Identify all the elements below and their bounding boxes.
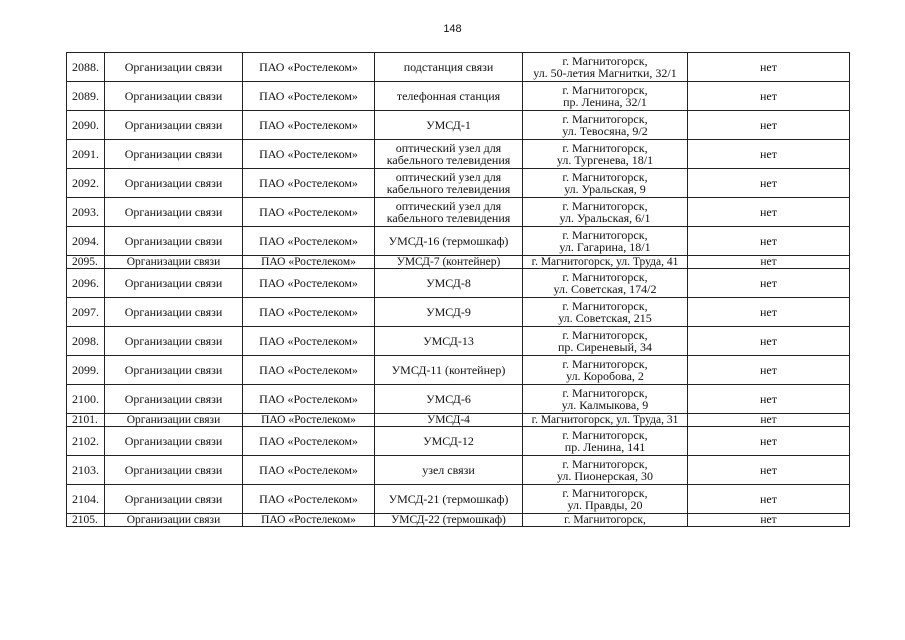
address-cell (523, 414, 688, 427)
organization-cell: ПАО «Ростелеком» (243, 140, 375, 169)
organization-cell: ПАО «Ростелеком» (243, 485, 375, 514)
object-cell-line: УМСД-11 (контейнер) (391, 363, 506, 377)
flag-cell: нет (688, 485, 850, 514)
registry-table-body (67, 53, 850, 527)
object-cell-line: УМСД-22 (термошкаф) (391, 514, 506, 526)
address-cell (523, 514, 688, 527)
row-number: 2094. (67, 227, 105, 256)
row-number: 2100. (67, 385, 105, 414)
flag-cell: нет (688, 111, 850, 140)
category-cell: Организации связи (105, 169, 243, 198)
address-cell (523, 198, 688, 227)
table-row (67, 53, 850, 82)
flag-cell: нет (688, 169, 850, 198)
table-row (67, 356, 850, 385)
address-cell-line: ул. Уральская, 9 (564, 182, 646, 196)
address-cell-line: ул. Коробова, 2 (566, 369, 644, 383)
table-row (67, 111, 850, 140)
address-cell (523, 485, 688, 514)
table-row (67, 414, 850, 427)
row-number: 2098. (67, 327, 105, 356)
page-number: 148 (443, 23, 462, 35)
address-cell-line: г. Магнитогорск, (562, 112, 648, 126)
category-cell: Организации связи (105, 53, 243, 82)
object-cell (375, 169, 523, 198)
category-cell: Организации связи (105, 298, 243, 327)
address-cell-line: пр. Сиреневый, 34 (557, 340, 653, 354)
row-number: 2088. (67, 53, 105, 82)
object-cell-line: кабельного телевидения (386, 182, 511, 196)
object-cell (375, 427, 523, 456)
address-cell-line: ул. Гагарина, 18/1 (559, 240, 651, 254)
flag-cell: нет (688, 327, 850, 356)
object-cell (375, 456, 523, 485)
flag-cell: нет (688, 456, 850, 485)
object-cell (375, 111, 523, 140)
row-number: 2092. (67, 169, 105, 198)
address-cell-line: ул. Уральская, 6/1 (559, 211, 651, 225)
organization-cell: ПАО «Ростелеком» (243, 298, 375, 327)
row-number: 2096. (67, 269, 105, 298)
address-cell-line: ул. Калмыкова, 9 (561, 398, 649, 412)
organization-cell: ПАО «Ростелеком» (243, 82, 375, 111)
object-cell-line: УМСД-8 (426, 276, 471, 290)
object-cell (375, 198, 523, 227)
row-number: 2099. (67, 356, 105, 385)
address-cell-line: г. Магнитогорск, (562, 54, 648, 68)
address-cell-line: г. Магнитогорск, (562, 428, 648, 442)
flag-cell: нет (688, 140, 850, 169)
object-cell-line: УМСД-1 (426, 118, 471, 132)
flag-cell: нет (688, 298, 850, 327)
category-cell: Организации связи (105, 198, 243, 227)
flag-cell: нет (688, 414, 850, 427)
organization-cell: ПАО «Ростелеком» (243, 169, 375, 198)
address-cell (523, 427, 688, 456)
object-cell-line: УМСД-4 (427, 414, 470, 426)
category-cell: Организации связи (105, 427, 243, 456)
category-cell: Организации связи (105, 111, 243, 140)
object-cell-line: кабельного телевидения (386, 153, 511, 167)
address-cell-line: ул. Тургенева, 18/1 (556, 153, 654, 167)
object-cell (375, 53, 523, 82)
object-cell-line: УМСД-6 (426, 392, 471, 406)
category-cell: Организации связи (105, 227, 243, 256)
table-row (67, 227, 850, 256)
address-cell-line: ул. Тевосяна, 9/2 (562, 124, 648, 138)
registry-table (66, 52, 850, 527)
table-row (67, 385, 850, 414)
category-cell: Организации связи (105, 485, 243, 514)
address-cell-line: г. Магнитогорск, ул. Труда, 41 (531, 256, 679, 268)
organization-cell: ПАО «Ростелеком» (243, 356, 375, 385)
organization-cell: ПАО «Ростелеком» (243, 111, 375, 140)
organization-cell: ПАО «Ростелеком» (243, 198, 375, 227)
flag-cell: нет (688, 269, 850, 298)
address-cell (523, 82, 688, 111)
object-cell-line: оптический узел для (395, 199, 502, 213)
flag-cell: нет (688, 198, 850, 227)
flag-cell: нет (688, 514, 850, 527)
address-cell (523, 53, 688, 82)
address-cell-line: г. Магнитогорск, (562, 357, 648, 371)
flag-cell: нет (688, 256, 850, 269)
address-cell (523, 256, 688, 269)
address-cell (523, 385, 688, 414)
category-cell: Организации связи (105, 414, 243, 427)
object-cell (375, 256, 523, 269)
address-cell (523, 327, 688, 356)
object-cell-line: УМСД-16 (термошкаф) (388, 234, 509, 248)
address-cell-line: ул. Правды, 20 (567, 498, 643, 512)
object-cell (375, 227, 523, 256)
object-cell-line: кабельного телевидения (386, 211, 511, 225)
object-cell-line: УМСД-12 (423, 434, 474, 448)
address-cell-line: г. Магнитогорск, (562, 270, 648, 284)
table-row (67, 327, 850, 356)
address-cell-line: г. Магнитогорск, (562, 457, 648, 471)
address-cell-line: г. Магнитогорск, (562, 328, 648, 342)
address-cell (523, 169, 688, 198)
address-cell (523, 356, 688, 385)
flag-cell: нет (688, 82, 850, 111)
object-cell (375, 514, 523, 527)
table-row (67, 140, 850, 169)
address-cell (523, 111, 688, 140)
category-cell: Организации связи (105, 327, 243, 356)
address-cell-line: ул. Пионерская, 30 (556, 469, 654, 483)
object-cell (375, 140, 523, 169)
object-cell-line: оптический узел для (395, 170, 502, 184)
flag-cell: нет (688, 227, 850, 256)
object-cell (375, 356, 523, 385)
table-row (67, 427, 850, 456)
object-cell-line: УМСД-7 (контейнер) (396, 256, 501, 268)
row-number: 2093. (67, 198, 105, 227)
object-cell-line: узел связи (422, 463, 475, 477)
row-number: 2097. (67, 298, 105, 327)
category-cell: Организации связи (105, 385, 243, 414)
address-cell-line: г. Магнитогорск, (562, 83, 648, 97)
organization-cell: ПАО «Ростелеком» (243, 414, 375, 427)
address-cell-line: г. Магнитогорск, ул. Труда, 31 (531, 414, 679, 426)
address-cell-line: г. Магнитогорск, (564, 514, 646, 526)
address-cell-line: г. Магнитогорск, (562, 228, 648, 242)
object-cell-line: телефонная станция (396, 89, 501, 103)
table-row (67, 485, 850, 514)
table-row (67, 169, 850, 198)
address-cell (523, 269, 688, 298)
row-number: 2089. (67, 82, 105, 111)
organization-cell: ПАО «Ростелеком» (243, 385, 375, 414)
category-cell: Организации связи (105, 256, 243, 269)
category-cell: Организации связи (105, 356, 243, 385)
row-number: 2103. (67, 456, 105, 485)
table-row (67, 198, 850, 227)
row-number: 2105. (67, 514, 105, 527)
address-cell-line: ул. Советская, 215 (558, 311, 652, 325)
flag-cell: нет (688, 356, 850, 385)
address-cell (523, 456, 688, 485)
table-row (67, 298, 850, 327)
object-cell-line: оптический узел для (395, 141, 502, 155)
address-cell (523, 298, 688, 327)
table-row (67, 269, 850, 298)
category-cell: Организации связи (105, 269, 243, 298)
object-cell (375, 269, 523, 298)
row-number: 2102. (67, 427, 105, 456)
row-number: 2104. (67, 485, 105, 514)
table-row (67, 456, 850, 485)
row-number: 2091. (67, 140, 105, 169)
address-cell (523, 140, 688, 169)
category-cell: Организации связи (105, 140, 243, 169)
row-number: 2095. (67, 256, 105, 269)
organization-cell: ПАО «Ростелеком» (243, 514, 375, 527)
category-cell: Организации связи (105, 514, 243, 527)
address-cell-line: г. Магнитогорск, (562, 486, 648, 500)
object-cell (375, 414, 523, 427)
organization-cell: ПАО «Ростелеком» (243, 427, 375, 456)
address-cell-line: пр. Ленина, 141 (564, 440, 646, 454)
flag-cell: нет (688, 427, 850, 456)
organization-cell: ПАО «Ростелеком» (243, 256, 375, 269)
table-row (67, 82, 850, 111)
row-number: 2101. (67, 414, 105, 427)
table-row (67, 256, 850, 269)
address-cell-line: г. Магнитогорск, (562, 170, 648, 184)
object-cell-line: УМСД-9 (426, 305, 471, 319)
category-cell: Организации связи (105, 456, 243, 485)
organization-cell: ПАО «Ростелеком» (243, 456, 375, 485)
organization-cell: ПАО «Ростелеком» (243, 327, 375, 356)
object-cell-line: УМСД-13 (423, 334, 474, 348)
object-cell (375, 327, 523, 356)
address-cell-line: пр. Ленина, 32/1 (563, 95, 647, 109)
address-cell-line: ул. 50-летия Магнитки, 32/1 (533, 66, 677, 80)
object-cell (375, 485, 523, 514)
object-cell-line: подстанция связи (403, 60, 494, 74)
address-cell-line: г. Магнитогорск, (562, 386, 648, 400)
object-cell (375, 298, 523, 327)
address-cell-line: г. Магнитогорск, (562, 299, 648, 313)
row-number: 2090. (67, 111, 105, 140)
address-cell (523, 227, 688, 256)
address-cell-line: г. Магнитогорск, (562, 141, 648, 155)
object-cell (375, 82, 523, 111)
flag-cell: нет (688, 385, 850, 414)
address-cell-line: ул. Советская, 174/2 (553, 282, 657, 296)
flag-cell: нет (688, 53, 850, 82)
object-cell-line: УМСД-21 (термошкаф) (388, 492, 509, 506)
category-cell: Организации связи (105, 82, 243, 111)
organization-cell: ПАО «Ростелеком» (243, 269, 375, 298)
address-cell-line: г. Магнитогорск, (562, 199, 648, 213)
organization-cell: ПАО «Ростелеком» (243, 227, 375, 256)
object-cell (375, 385, 523, 414)
table-row (67, 514, 850, 527)
organization-cell: ПАО «Ростелеком» (243, 53, 375, 82)
